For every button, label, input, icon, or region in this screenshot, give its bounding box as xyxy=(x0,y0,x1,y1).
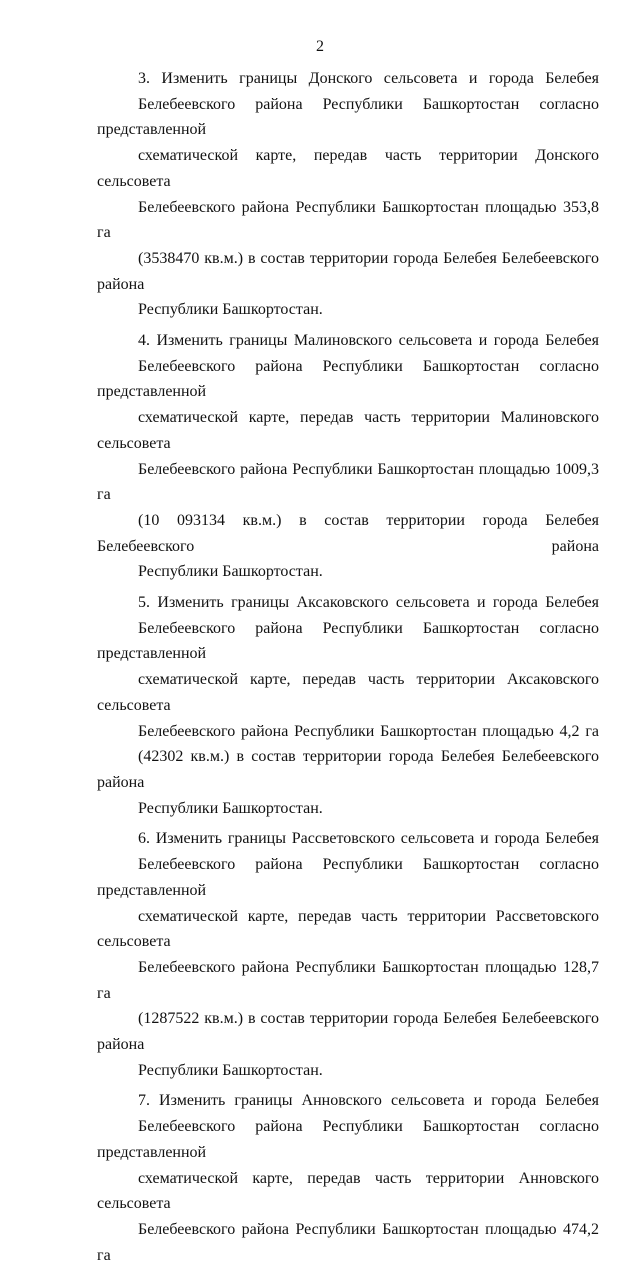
text-line: Белебеевского района Республики Башкортостан площадью 1009,3 га xyxy=(97,460,599,504)
paragraph-item-4 xyxy=(97,328,599,585)
paragraph-item-5 xyxy=(97,590,599,821)
text-line: (3538470 кв.м.) в состав территории города Белебея Белебеевского района xyxy=(97,249,599,293)
text-line: Белебеевского района Республики Башкортостан согласно представленной xyxy=(97,95,599,139)
text-line: схематической карте, передав часть территории Аксаковского сельсовета xyxy=(97,671,599,714)
text-line: Республики Башкортостан. xyxy=(138,799,323,817)
text-line: Белебеевского района Республики Башкортостан согласно представленной xyxy=(97,619,599,663)
text-line: Республики Башкортостан. xyxy=(138,301,323,319)
text-line: 6. Изменить границы Рассветовского сельсовета и города Белебея xyxy=(138,830,599,848)
paragraph-item-6 xyxy=(97,826,599,1083)
text-line: схематической карте, передав часть территории Малиновского сельсовета xyxy=(97,409,599,452)
text-line: (1287522 кв.м.) в состав территории города Белебея Белебеевского района xyxy=(97,1010,599,1054)
text-line: Республики Башкортостан. xyxy=(138,563,323,581)
text-line: схематической карте, передав часть территории Анновского сельсовета xyxy=(97,1169,599,1213)
document-body xyxy=(97,66,599,1273)
text-line: Белебеевского района Республики Башкортостан площадью 474,2 га xyxy=(97,1220,599,1264)
text-line: 3. Изменить границы Донского сельсовета и города Белебея xyxy=(138,70,599,87)
page-number: 2 xyxy=(316,38,324,55)
paragraph-item-3 xyxy=(97,66,599,323)
text-line: (42302 кв.м.) в состав территории города Белебея Белебеевского района xyxy=(97,748,599,791)
text-line: Белебеевского района Республики Башкортостан согласно представленной xyxy=(97,357,599,401)
text-line: схематической карте, передав часть территории Рассветовского сельсовета xyxy=(97,907,599,951)
text-line: 4. Изменить границы Малиновского сельсовета и города Белебея xyxy=(138,332,599,350)
paragraph-item-7 xyxy=(97,1088,599,1268)
text-line: 5. Изменить границы Аксаковского сельсовета и города Белебея xyxy=(138,594,599,612)
text-line: Белебеевского района Республики Башкортостан согласно представленной xyxy=(97,856,599,899)
text-line: Белебеевского района Республики Башкортостан согласно представленной xyxy=(97,1118,599,1161)
text-line: (10 093134 кв.м.) в состав территории города Белебея Белебеевского района xyxy=(97,511,599,555)
text-line: Белебеевского района Республики Башкортостан площадью 4,2 га xyxy=(138,722,599,740)
text-line: Белебеевского района Республики Башкортостан площадью 353,8 га xyxy=(97,198,599,242)
text-line: Республики Башкортостан. xyxy=(138,1061,323,1079)
text-line: Белебеевского района Республики Башкортостан площадью 128,7 га xyxy=(97,958,599,1002)
text-line: 7. Изменить границы Анновского сельсовета и города Белебея xyxy=(138,1092,599,1110)
text-line: схематической карте, передав часть территории Донского сельсовета xyxy=(97,147,599,190)
